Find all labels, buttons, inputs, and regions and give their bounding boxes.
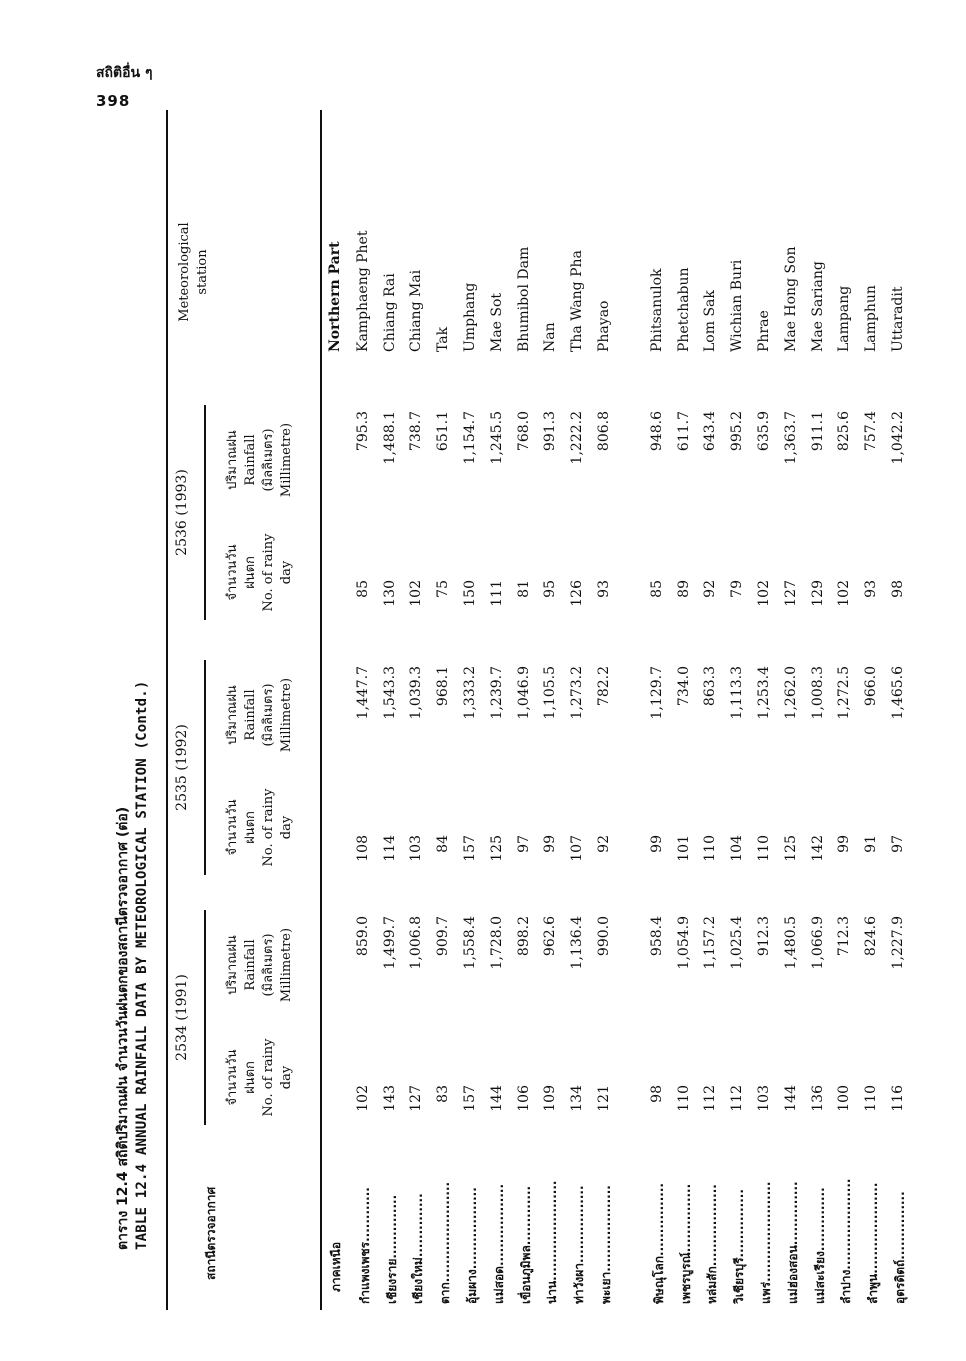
rainfall-cell: 909.7	[435, 916, 452, 957]
table-row	[698, 110, 725, 1310]
rainfall-cell: 898.2	[515, 916, 532, 957]
rainy-days-cell: 91	[863, 835, 880, 853]
rainfall-cell: 1,129.7	[648, 666, 665, 720]
rainy-days-cell: 79	[729, 580, 746, 598]
rainy-days-cell: 102	[408, 580, 425, 607]
station-name-english: Bhumibol Dam	[515, 246, 532, 352]
column-header-line: จำนวนวัน	[225, 799, 240, 856]
table-row	[431, 110, 458, 1310]
rainfall-cell: 1,272.5	[836, 666, 853, 720]
rainy-days-cell: 110	[675, 1085, 692, 1112]
year-underline	[204, 405, 206, 620]
rainy-days-cell: 157	[462, 1085, 478, 1112]
column-header-line: Millimetre)	[279, 677, 294, 753]
station-name-english: Nan	[542, 322, 559, 352]
rainfall-cell: 1,066.9	[809, 916, 826, 970]
station-name-thai: แม่ฮ่องสอน..............	[785, 1181, 800, 1304]
rainfall-cell: 1,333.2	[462, 666, 478, 720]
station-name-english: Lampang	[836, 285, 853, 352]
station-name-thai: อุตรดิตถ์...............	[893, 1191, 907, 1304]
station-name-english: Mae Hong Son	[782, 246, 799, 352]
column-header-line: (มิลลิเมตร)	[261, 933, 276, 997]
rainfall-cell: 1,025.4	[729, 916, 746, 970]
rainy-days-cell: 129	[809, 580, 826, 607]
table-row	[779, 110, 806, 1310]
rainy-days-cell: 93	[596, 580, 612, 598]
rainfall-cell: 958.4	[648, 916, 665, 957]
station-name-thai: แพร่......................	[759, 1181, 773, 1304]
rainy-days-cell: 92	[596, 835, 612, 853]
rainfall-header	[224, 405, 296, 515]
station-name-english: Phrae	[756, 310, 772, 352]
station-name-english: Mae Sariang	[809, 261, 826, 352]
rainfall-cell: 712.3	[836, 916, 853, 957]
page-number: 398	[96, 92, 131, 110]
station-name-english: Mae Sot	[488, 292, 505, 352]
rainfall-cell: 1,008.3	[809, 666, 826, 720]
column-header-line: Rainfall	[243, 689, 258, 741]
column-header-line: No. of rainy	[261, 1038, 276, 1117]
station-name-thai: ท่าวังผา.................	[572, 1185, 587, 1304]
station-name-thai: พิษณุโลก................	[651, 1183, 666, 1304]
rainfall-cell: 1,728.0	[488, 916, 505, 970]
station-header-english	[176, 192, 212, 352]
station-name-english: Lom Sak	[702, 290, 719, 352]
station-name-thai: วิเชียรบุรี...............	[732, 1189, 747, 1304]
rainfall-cell: 1,488.1	[381, 411, 398, 465]
rainy-days-cell: 126	[569, 580, 586, 607]
rainy-days-cell: 83	[435, 1085, 452, 1103]
table-row	[512, 110, 539, 1310]
rainfall-cell: 643.4	[702, 411, 719, 452]
rainfall-cell: 1,543.3	[381, 666, 398, 720]
station-header-english-line1: Meteorological	[177, 222, 192, 322]
rainy-days-cell: 97	[890, 835, 906, 853]
rainy-days-cell: 110	[863, 1085, 880, 1112]
rainfall-cell: 1,262.0	[782, 666, 799, 720]
rainfall-cell: 1,054.9	[675, 916, 692, 970]
rainy-days-cell: 111	[488, 580, 505, 607]
rainy-days-cell: 125	[782, 835, 799, 862]
station-name-thai: น่าน......................	[545, 1180, 560, 1304]
rainfall-cell: 1,227.9	[890, 916, 906, 970]
column-header-line: ปริมาณฝน	[225, 685, 240, 745]
station-name-english: Kamphaeng Phet	[354, 230, 371, 352]
rainy-days-cell: 93	[863, 580, 880, 598]
rainfall-header	[224, 660, 296, 770]
column-header-line: day	[279, 560, 294, 585]
rainy-days-cell: 98	[648, 1085, 665, 1103]
page-header	[96, 62, 153, 110]
rainfall-cell: 1,480.5	[782, 916, 799, 970]
station-name-english: Tha Wang Pha	[569, 250, 586, 352]
rainy-days-header	[224, 780, 296, 875]
rainfall-cell: 824.6	[863, 916, 880, 957]
column-header-line: Millimetre)	[279, 422, 294, 498]
table-row	[832, 110, 859, 1310]
column-header-line: ปริมาณฝน	[225, 430, 240, 490]
column-header-line: ฝนตก	[243, 1061, 258, 1094]
station-header-thai: สถานีตรวจอากาศ	[204, 1186, 218, 1280]
table-row	[565, 110, 592, 1310]
table-row	[752, 110, 779, 1310]
station-name-thai: ลำปาง....................	[839, 1178, 854, 1304]
rainy-days-cell: 89	[675, 580, 692, 598]
year-underline	[204, 910, 206, 1125]
rainfall-cell: 1,273.2	[569, 666, 586, 720]
rainy-days-header	[224, 1030, 296, 1125]
station-name-english: Phitsanulok	[648, 268, 665, 352]
table-row	[859, 110, 886, 1310]
rainy-days-cell: 104	[729, 835, 746, 862]
rainy-days-cell: 101	[675, 835, 692, 862]
station-name-thai: อุ้มผาง..................	[465, 1187, 479, 1304]
rainy-days-cell: 102	[836, 580, 853, 607]
rainy-days-cell: 121	[596, 1085, 612, 1112]
rainfall-cell: 948.6	[648, 411, 665, 452]
rainy-days-cell: 100	[836, 1085, 853, 1112]
rainfall-cell: 782.2	[596, 666, 612, 707]
column-header-line: (มิลลิเมตร)	[261, 683, 276, 747]
station-name-english: Uttaradit	[890, 286, 906, 352]
rainy-days-cell: 106	[515, 1085, 532, 1112]
rainy-days-cell: 108	[354, 835, 371, 862]
column-header-line: (มิลลิเมตร)	[261, 428, 276, 492]
station-name-english: Chiang Rai	[381, 273, 398, 352]
rainy-days-cell: 99	[648, 835, 665, 853]
rainy-days-cell: 99	[836, 835, 853, 853]
station-name-thai: ตาก......................	[438, 1181, 453, 1304]
rainy-days-cell: 84	[435, 835, 452, 853]
rainfall-cell: 1,042.2	[890, 411, 906, 465]
rainy-days-cell: 97	[515, 835, 532, 853]
header-rule	[320, 110, 322, 1310]
station-name-thai: หล่มสัก..................	[705, 1184, 720, 1304]
column-header-line: ฝนตก	[243, 556, 258, 589]
station-name-thai: เชียงใหม่..............	[411, 1193, 426, 1304]
year-header: 2536 (1993)	[174, 469, 190, 556]
column-header-line: Millimetre)	[279, 927, 294, 1003]
station-name-english: Phetchabun	[675, 267, 692, 352]
station-name-english: Chiang Mai	[408, 269, 425, 352]
rainfall-cell: 990.0	[596, 916, 612, 957]
station-header-english-line2: station	[195, 249, 210, 295]
rainy-days-cell: 99	[542, 835, 559, 853]
region-label-english: Northern Part	[327, 241, 343, 352]
rainy-days-cell: 103	[756, 1085, 772, 1112]
station-name-thai: เพชรบูรณ์...............	[678, 1183, 693, 1304]
rainy-days-cell: 81	[515, 580, 532, 598]
station-name-english: Tak	[435, 326, 452, 352]
rainy-days-cell: 92	[702, 580, 719, 598]
station-name-thai: ลำพูน....................	[866, 1182, 881, 1304]
rainfall-cell: 966.0	[863, 666, 880, 707]
table-row	[404, 110, 431, 1310]
rainfall-cell: 738.7	[408, 411, 425, 452]
column-header-line: จำนวนวัน	[225, 1049, 240, 1106]
rainfall-cell: 1,154.7	[462, 411, 478, 465]
rainy-days-cell: 95	[542, 580, 559, 598]
rainfall-cell: 1,222.2	[569, 411, 586, 465]
rainy-days-cell: 134	[569, 1085, 586, 1112]
region-label-thai: ภาคเหนือ	[329, 1241, 343, 1292]
rotated-table	[112, 110, 907, 1310]
table-row	[351, 110, 378, 1310]
rainy-days-cell: 127	[782, 580, 799, 607]
rainy-days-cell: 142	[809, 835, 826, 862]
column-header-line: Rainfall	[243, 434, 258, 486]
rainfall-cell: 995.2	[729, 411, 746, 452]
rainy-days-cell: 143	[381, 1085, 398, 1112]
table-row	[886, 110, 913, 1310]
rainfall-cell: 863.3	[702, 666, 719, 707]
rainy-days-cell: 127	[408, 1085, 425, 1112]
column-header-line: ปริมาณฝน	[225, 935, 240, 995]
station-name-thai: เชียงราย..............	[384, 1194, 399, 1304]
column-header-line: No. of rainy	[261, 788, 276, 867]
table-row	[538, 110, 565, 1310]
rainfall-cell: 1,039.3	[408, 666, 425, 720]
rainy-days-cell: 150	[462, 580, 478, 607]
rainfall-cell: 611.7	[675, 411, 692, 452]
table-row	[645, 110, 672, 1310]
top-rule	[166, 110, 168, 1310]
rainfall-cell: 1,113.3	[729, 666, 746, 720]
year-underline	[204, 660, 206, 875]
rainfall-cell: 651.1	[435, 411, 452, 452]
rainfall-cell: 1,363.7	[782, 411, 799, 465]
rainfall-cell: 1,136.4	[569, 916, 586, 970]
station-name-thai: แม่สอด..................	[491, 1183, 506, 1304]
rainfall-cell: 1,253.4	[756, 666, 772, 720]
rainfall-cell: 768.0	[515, 411, 532, 452]
station-name-english: Lamphun	[863, 285, 880, 352]
station-name-english: Wichian Buri	[729, 259, 746, 352]
rainfall-cell: 1,239.7	[488, 666, 505, 720]
rainfall-cell: 1,558.4	[462, 916, 478, 970]
rainfall-header	[224, 910, 296, 1020]
rainfall-cell: 1,465.6	[890, 666, 906, 720]
rainfall-cell: 1,499.7	[381, 916, 398, 970]
column-header-line: day	[279, 1065, 294, 1090]
rainy-days-cell: 102	[354, 1085, 371, 1112]
running-header: สถิติอื่น ๆ	[96, 65, 153, 81]
rainy-days-cell: 144	[488, 1085, 505, 1112]
table-row	[592, 110, 619, 1310]
column-header-line: Rainfall	[243, 939, 258, 991]
rainfall-cell: 1,157.2	[702, 916, 719, 970]
column-header-line: จำนวนวัน	[225, 544, 240, 601]
rainy-days-cell: 110	[702, 835, 719, 862]
station-name-thai: พะเยา...................	[599, 1185, 613, 1304]
rainfall-cell: 825.6	[836, 411, 853, 452]
table-row	[485, 110, 512, 1310]
table-row	[806, 110, 833, 1310]
rainfall-cell: 859.0	[354, 916, 371, 957]
column-header-line: No. of rainy	[261, 533, 276, 612]
column-header-line: ฝนตก	[243, 811, 258, 844]
rainfall-cell: 1,447.7	[354, 666, 371, 720]
rainy-days-cell: 103	[408, 835, 425, 862]
rainy-days-cell: 75	[435, 580, 452, 598]
rainfall-cell: 757.4	[863, 411, 880, 452]
rainfall-cell: 795.3	[354, 411, 371, 452]
rainy-days-cell: 107	[569, 835, 586, 862]
year-header: 2534 (1991)	[174, 974, 190, 1061]
table-row	[458, 110, 485, 1310]
rainy-days-cell: 85	[354, 580, 371, 598]
station-name-english: Umphang	[462, 282, 478, 352]
station-name-thai: เขื่อนภูมิพล.............	[518, 1185, 533, 1304]
rainy-days-cell: 112	[702, 1085, 719, 1112]
station-name-english: Phayao	[596, 300, 612, 352]
rainfall-cell: 968.1	[435, 666, 452, 707]
table-row	[378, 110, 405, 1310]
rainy-days-cell: 109	[542, 1085, 559, 1112]
rainy-days-header	[224, 525, 296, 620]
rainy-days-cell: 136	[809, 1085, 826, 1112]
rainfall-cell: 635.9	[756, 411, 772, 452]
rainy-days-cell: 112	[729, 1085, 746, 1112]
rainy-days-cell: 98	[890, 580, 906, 598]
rainy-days-cell: 130	[381, 580, 398, 607]
station-name-thai: กำแพงเพชร............	[357, 1187, 372, 1304]
table-row	[672, 110, 699, 1310]
rainy-days-cell: 116	[890, 1085, 906, 1112]
rainfall-cell: 1,046.9	[515, 666, 532, 720]
rainfall-cell: 991.3	[542, 411, 559, 452]
station-name-thai: แม่สะเรียง..............	[812, 1187, 827, 1304]
rainy-days-cell: 125	[488, 835, 505, 862]
table-title-english: TABLE 12.4 ANNUAL RAINFALL DATA BY METEOROLOGICAL STATION (Contd.)	[134, 680, 150, 1250]
rainfall-cell: 911.1	[809, 411, 826, 452]
rainy-days-cell: 85	[648, 580, 665, 598]
rainy-days-cell: 144	[782, 1085, 799, 1112]
rainfall-cell: 1,006.8	[408, 916, 425, 970]
rainy-days-cell: 102	[756, 580, 772, 607]
year-header: 2535 (1992)	[174, 724, 190, 811]
rainfall-cell: 806.8	[596, 411, 612, 452]
rainy-days-cell: 157	[462, 835, 478, 862]
rainy-days-cell: 110	[756, 835, 772, 862]
rainfall-cell: 912.3	[756, 916, 772, 957]
rainfall-cell: 1,245.5	[488, 411, 505, 465]
column-header-line: day	[279, 815, 294, 840]
table-row	[725, 110, 752, 1310]
rainfall-cell: 1,105.5	[542, 666, 559, 720]
table-title-thai: ตาราง 12.4 สถิติปริมาณฝน จำนวนวันฝนตกของสถานีตรวจอากาศ (ต่อ)	[115, 806, 131, 1250]
rainy-days-cell: 114	[381, 835, 398, 862]
rainfall-cell: 734.0	[675, 666, 692, 707]
rainfall-cell: 962.6	[542, 916, 559, 957]
